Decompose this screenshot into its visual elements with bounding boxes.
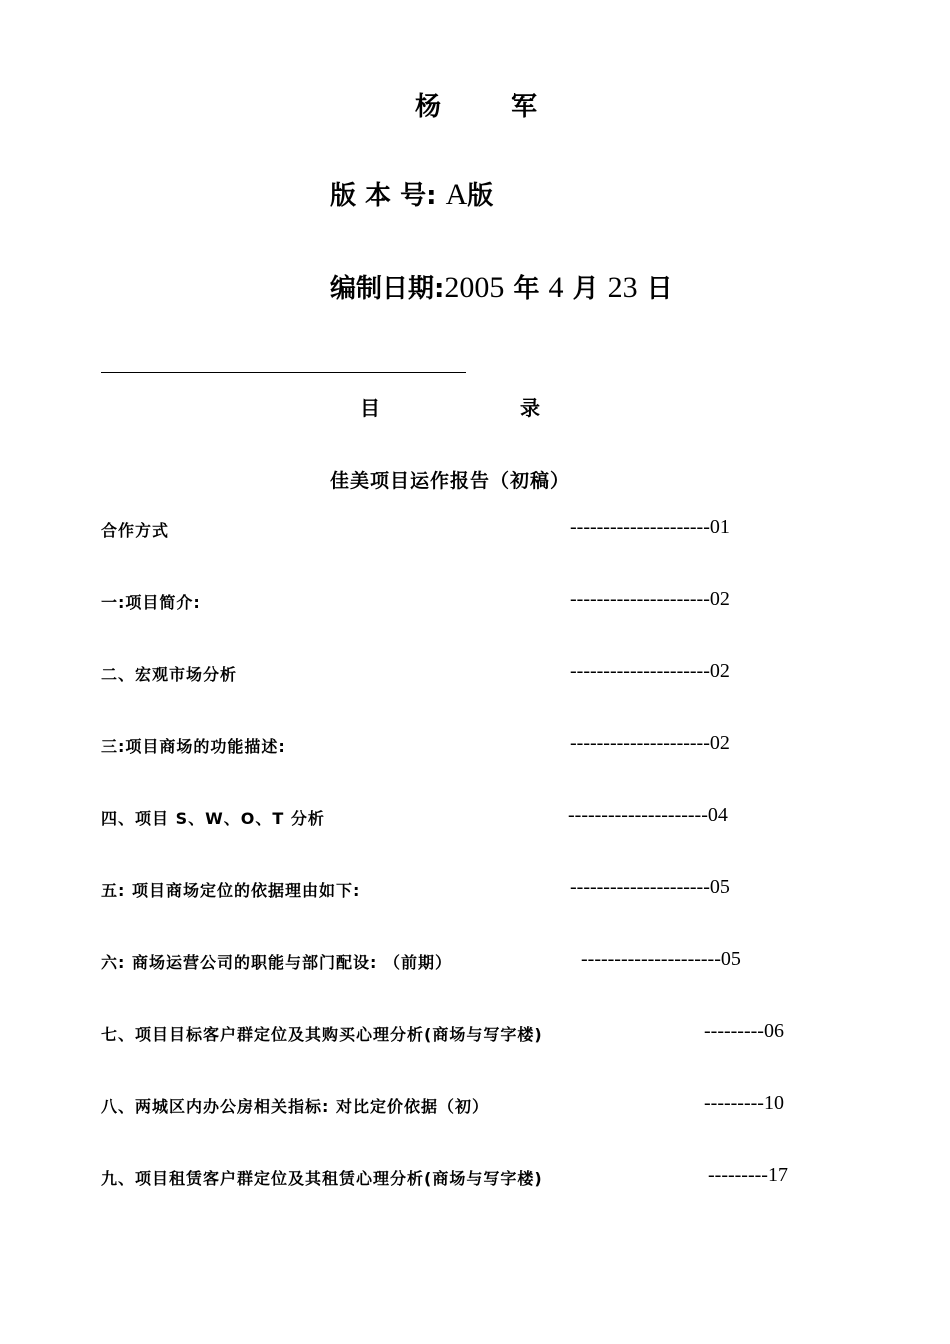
horizontal-divider (101, 372, 466, 373)
date-label: 编制日期: (330, 274, 445, 304)
toc-entry-title[interactable]: 二、宏观市场分析 (101, 665, 238, 684)
toc-entry-page: ---------------------02 (570, 732, 730, 754)
version-label: 版 本 号: (330, 181, 446, 211)
version-value: A (445, 178, 468, 211)
toc-entry-title[interactable]: 九、项目租赁客户群定位及其租赁心理分析(商场与写字楼) (101, 1169, 543, 1188)
author-name-second: 军 (511, 92, 538, 122)
toc-entry-page: ---------------------05 (570, 876, 730, 898)
toc-entry-title[interactable]: 七、项目目标客户群定位及其购买心理分析(商场与写字楼) (101, 1025, 543, 1044)
toc-entry-page: ---------------------02 (570, 588, 730, 610)
toc-entry-page: ---------------------02 (570, 660, 730, 682)
date-day-char: 日 (637, 274, 673, 304)
toc-entry-title[interactable]: 八、两城区内办公房相关指标: 对比定价依据（初） (101, 1097, 489, 1116)
toc-entry-page: ---------06 (704, 1020, 784, 1042)
toc-entry-title[interactable]: 四、项目 S、W、O、T 分析 (101, 809, 325, 828)
date-day: 23 (607, 271, 638, 304)
date-year: 2005 (444, 271, 505, 304)
toc-entry-page: ---------------------01 (570, 516, 730, 538)
toc-entry-page: ---------10 (704, 1092, 784, 1114)
toc-heading (360, 392, 540, 421)
version-suffix: 版 (467, 181, 494, 211)
toc-entry-page: ---------------------05 (581, 948, 741, 970)
toc-entry-title[interactable]: 三:项目商场的功能描述: (101, 737, 286, 756)
report-title: 佳美项目运作报告（初稿） (330, 470, 571, 492)
author-name (415, 86, 537, 123)
date-month: 4 (548, 271, 564, 304)
toc-entry-page: ---------------------04 (568, 804, 728, 826)
toc-heading-left: 目 (360, 396, 380, 420)
compile-date-line (330, 268, 673, 305)
author-name-first: 杨 (415, 92, 442, 122)
toc-entry-page: ---------17 (708, 1164, 788, 1186)
version-line (330, 175, 493, 212)
date-year-char: 年 (504, 274, 549, 304)
date-month-char: 月 (563, 274, 608, 304)
toc-entry-title[interactable]: 合作方式 (101, 521, 170, 540)
toc-entry-title[interactable]: 六: 商场运营公司的职能与部门配设: （前期） (101, 953, 452, 972)
toc-heading-right: 录 (520, 396, 540, 420)
toc-entry-title[interactable]: 五: 项目商场定位的依据理由如下: (101, 881, 361, 900)
toc-entry-title[interactable]: 一:项目简介: (101, 593, 201, 612)
